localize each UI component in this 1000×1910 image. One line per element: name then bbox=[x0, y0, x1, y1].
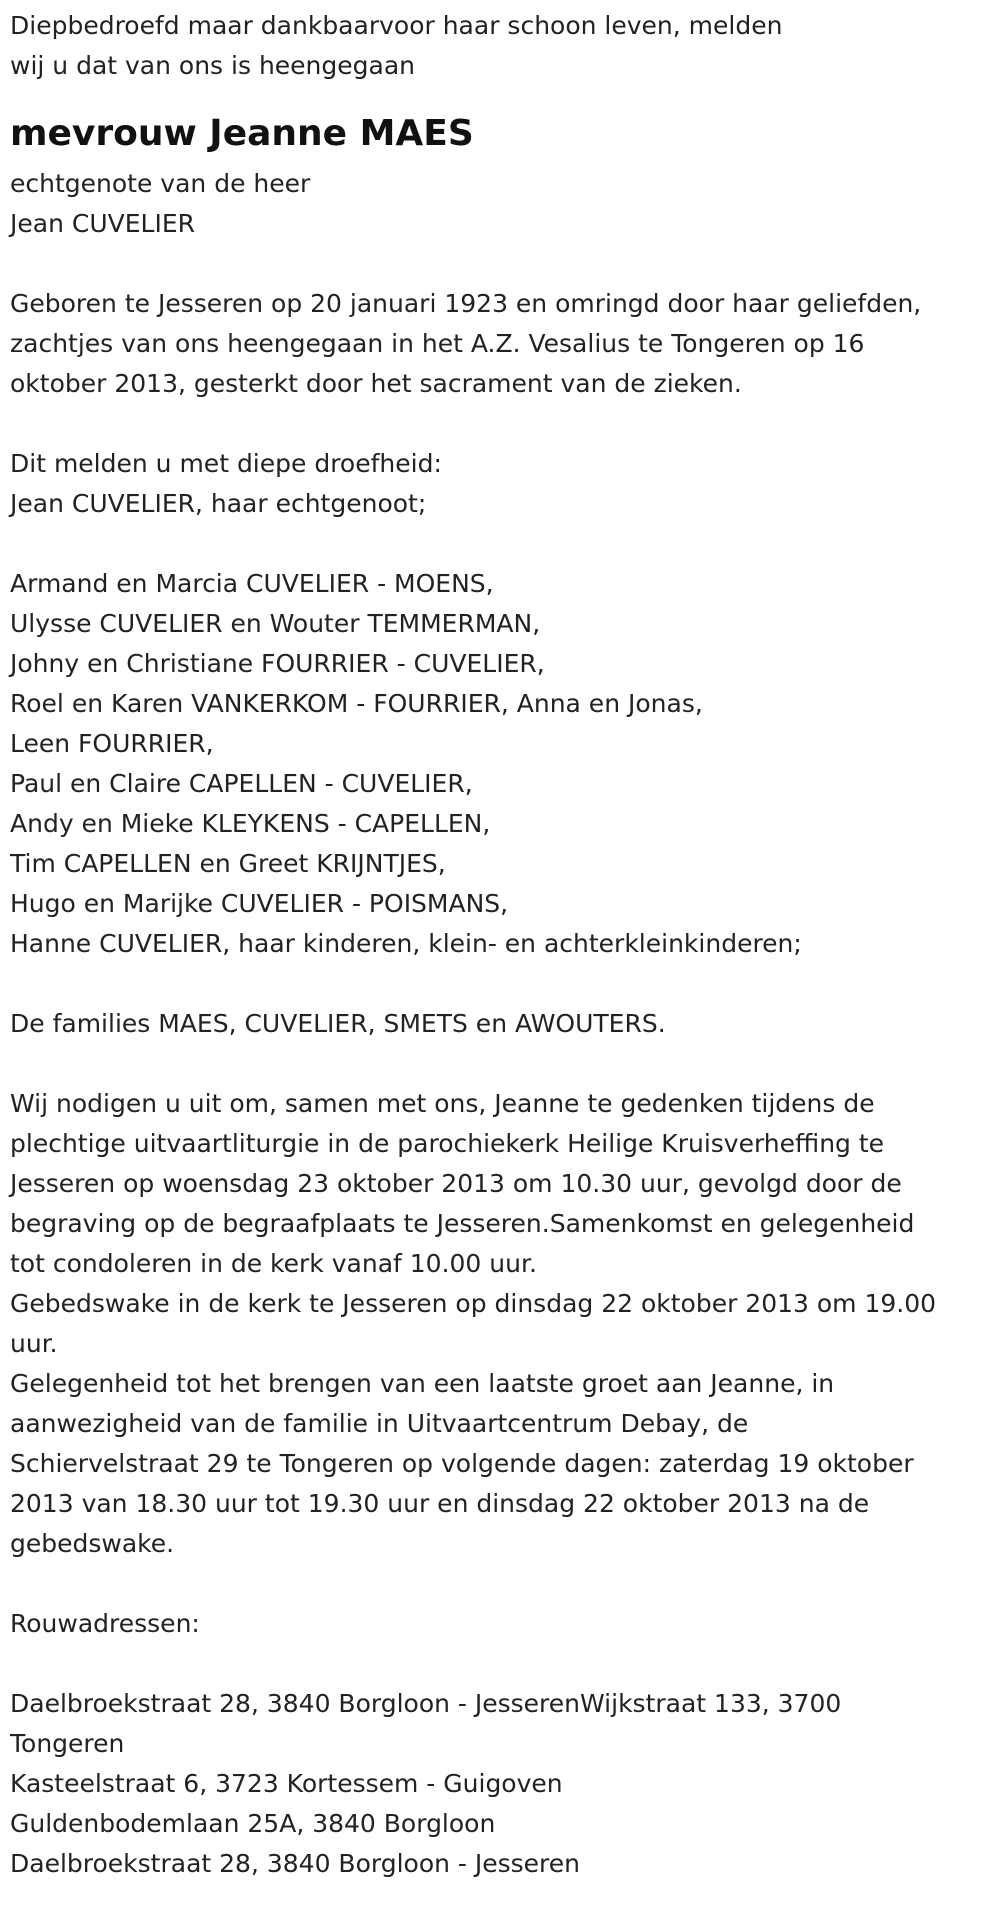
announcers-spouse: Jean CUVELIER, haar echtgenoot; bbox=[10, 489, 427, 518]
spouse-line: echtgenote van de heer bbox=[10, 169, 311, 198]
family-member: Ulysse CUVELIER en Wouter TEMMERMAN, bbox=[10, 609, 541, 638]
family-member: Hanne CUVELIER, haar kinderen, klein- en achterkleinkinderen; bbox=[10, 929, 802, 958]
address-line: Kasteelstraat 6, 3723 Kortessem - Guigoven bbox=[10, 1769, 563, 1798]
family-member: Tim CAPELLEN en Greet KRIJNTJES, bbox=[10, 849, 446, 878]
spacer bbox=[10, 524, 1000, 564]
spouse-paragraph bbox=[10, 164, 1000, 244]
family-member: Andy en Mieke KLEYKENS - CAPELLEN, bbox=[10, 809, 491, 838]
family-list bbox=[10, 564, 1000, 964]
spacer bbox=[10, 1564, 1000, 1604]
intro-paragraph bbox=[10, 6, 1000, 86]
ceremony-line: Jesseren op woensdag 23 oktober 2013 om 10.30 uur, gevolgd door de bbox=[10, 1169, 902, 1198]
address-line: Guldenbodemlaan 25A, 3840 Borgloon bbox=[10, 1809, 496, 1838]
ceremony-line: uur. bbox=[10, 1329, 58, 1358]
spacer bbox=[10, 404, 1000, 444]
address-line: Tongeren bbox=[10, 1729, 125, 1758]
deceased-name: mevrouw Jeanne MAES bbox=[10, 113, 474, 154]
birth-paragraph bbox=[10, 284, 1000, 404]
ceremony-line: 2013 van 18.30 uur tot 19.30 uur en dinsdag 22 oktober 2013 na de bbox=[10, 1489, 870, 1518]
birth-line: oktober 2013, gesterkt door het sacrament van de zieken. bbox=[10, 369, 742, 398]
family-member: Paul en Claire CAPELLEN - CUVELIER, bbox=[10, 769, 473, 798]
ceremony-paragraph bbox=[10, 1084, 1000, 1564]
ceremony-line: aanwezigheid van de familie in Uitvaartcentrum Debay, de bbox=[10, 1409, 749, 1438]
intro-line: Diepbedroefd maar dankbaarvoor haar schoon leven, melden bbox=[10, 11, 783, 40]
families-line: De families MAES, CUVELIER, SMETS en AWOUTERS. bbox=[10, 1009, 666, 1038]
addresses-heading: Rouwadressen: bbox=[10, 1609, 200, 1638]
spacer bbox=[10, 1044, 1000, 1084]
address-line: Daelbroekstraat 28, 3840 Borgloon - Jesseren bbox=[10, 1849, 581, 1878]
ceremony-line: Gebedswake in de kerk te Jesseren op dinsdag 22 oktober 2013 om 19.00 bbox=[10, 1289, 937, 1318]
spacer bbox=[10, 244, 1000, 284]
ceremony-line: tot condoleren in de kerk vanaf 10.00 uur. bbox=[10, 1249, 537, 1278]
family-member: Leen FOURRIER, bbox=[10, 729, 214, 758]
family-member: Armand en Marcia CUVELIER - MOENS, bbox=[10, 569, 494, 598]
spouse-line: Jean CUVELIER bbox=[10, 209, 195, 238]
family-member: Hugo en Marijke CUVELIER - POISMANS, bbox=[10, 889, 509, 918]
family-member: Johny en Christiane FOURRIER - CUVELIER, bbox=[10, 649, 545, 678]
spacer bbox=[10, 964, 1000, 1004]
addresses-list bbox=[10, 1684, 1000, 1884]
family-member: Roel en Karen VANKERKOM - FOURRIER, Anna en Jonas, bbox=[10, 689, 703, 718]
ceremony-line: begraving op de begraafplaats te Jesseren.Samenkomst en gelegenheid bbox=[10, 1209, 915, 1238]
birth-line: Geboren te Jesseren op 20 januari 1923 en omringd door haar geliefden, bbox=[10, 289, 922, 318]
ceremony-line: plechtige uitvaartliturgie in de parochiekerk Heilige Kruisverheffing te bbox=[10, 1129, 885, 1158]
ceremony-line: Gelegenheid tot het brengen van een laatste groet aan Jeanne, in bbox=[10, 1369, 835, 1398]
birth-line: zachtjes van ons heengegaan in het A.Z. Vesalius te Tongeren op 16 bbox=[10, 329, 865, 358]
ceremony-line: Schiervelstraat 29 te Tongeren op volgende dagen: zaterdag 19 oktober bbox=[10, 1449, 914, 1478]
ceremony-line: Wij nodigen u uit om, samen met ons, Jeanne te gedenken tijdens de bbox=[10, 1089, 875, 1118]
announcers-paragraph bbox=[10, 444, 1000, 524]
intro-line: wij u dat van ons is heengegaan bbox=[10, 51, 416, 80]
ceremony-line: gebedswake. bbox=[10, 1529, 175, 1558]
announcers-heading: Dit melden u met diepe droefheid: bbox=[10, 449, 442, 478]
address-line: Daelbroekstraat 28, 3840 Borgloon - JesserenWijkstraat 133, 3700 bbox=[10, 1689, 842, 1718]
spacer bbox=[10, 1644, 1000, 1684]
